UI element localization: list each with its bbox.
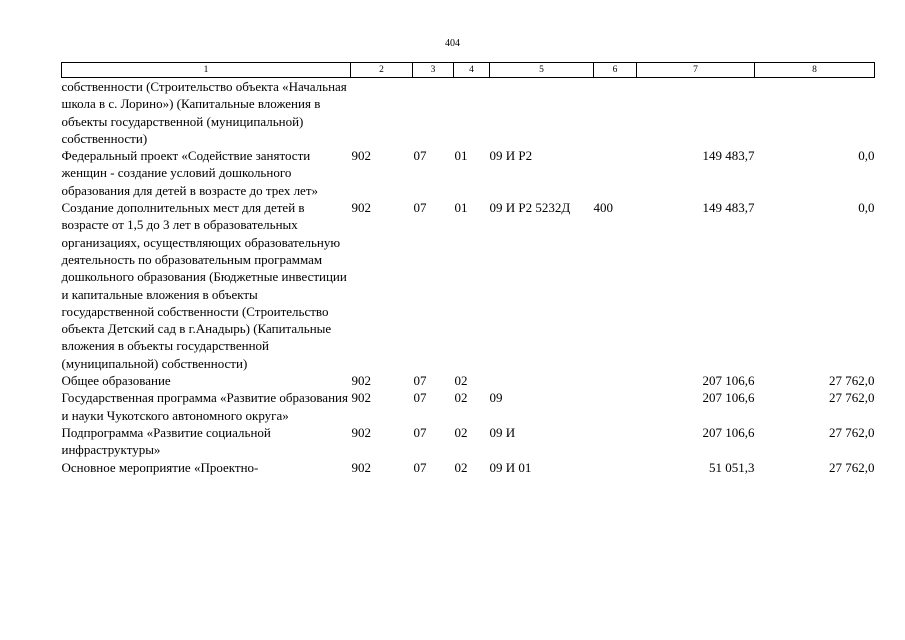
cell-amount-2: 27 762,0 bbox=[829, 424, 875, 440]
header-cell: 7 bbox=[637, 63, 755, 78]
cell-target-article: 09 И Р2 bbox=[489, 148, 533, 164]
cell-amount-1 bbox=[637, 78, 755, 148]
header-cell: 1 bbox=[62, 63, 351, 78]
table-row bbox=[62, 459, 875, 476]
cell-amount-1: 149 483,7 bbox=[702, 148, 755, 164]
table-row bbox=[62, 372, 875, 389]
cell-subsection: 02 bbox=[454, 459, 468, 475]
cell-expense-type bbox=[594, 147, 637, 199]
cell-expense-type bbox=[594, 389, 637, 424]
table-row bbox=[62, 147, 875, 199]
header-cell: 8 bbox=[755, 63, 875, 78]
cell-amount-1: 207 106,6 bbox=[702, 373, 755, 389]
cell-amount-2: 27 762,0 bbox=[829, 373, 875, 389]
row-name: Общее образование bbox=[61, 373, 171, 389]
cell-expense-type bbox=[594, 78, 637, 148]
header-cell: 2 bbox=[351, 63, 413, 78]
row-name: собственности (Строительство объекта «Начальная школа в с. Лорино») (Капитальные вложения в объекты государственной (муниципальной) собственности) bbox=[61, 79, 347, 146]
cell-target-article: 09 И 01 bbox=[489, 459, 532, 475]
cell-amount-2 bbox=[755, 78, 875, 148]
cell-section bbox=[413, 78, 454, 148]
table-row bbox=[62, 424, 875, 459]
cell-target-article bbox=[490, 372, 594, 389]
cell-section: 07 bbox=[413, 148, 427, 164]
cell-subsection: 02 bbox=[454, 373, 468, 389]
cell-ministry-code: 902 bbox=[351, 148, 371, 164]
cell-ministry-code: 902 bbox=[351, 390, 371, 406]
cell-target-article: 09 И Р2 5232Д bbox=[489, 200, 571, 216]
row-name: Федеральный проект «Содействие занятости женщин - создание условий дошкольного образования для детей в возрасте до трех лет» bbox=[61, 148, 319, 198]
cell-subsection: 02 bbox=[454, 390, 468, 406]
table-header bbox=[62, 63, 875, 78]
row-name: Государственная программа «Развитие образования и науки Чукотского автономного округа» bbox=[61, 390, 348, 423]
cell-section: 07 bbox=[413, 373, 427, 389]
cell-amount-1: 207 106,6 bbox=[702, 424, 755, 440]
row-name: Создание дополнительных мест для детей в возрасте от 1,5 до 3 лет в образовательных организациях, осуществляющих образовательную деятельность по образовательным программам дошкольного образования (Бюджетные инвестиции и капитальные вложения в объекты государственной собственности (Строительство объекта Детский сад в г.Анадырь) (Капитальные вложения в объекты государственной (муниципальной) собственности) bbox=[61, 200, 347, 371]
cell-amount-2: 27 762,0 bbox=[829, 390, 875, 406]
cell-subsection bbox=[454, 78, 490, 148]
cell-ministry-code: 902 bbox=[351, 373, 371, 389]
cell-ministry-code: 902 bbox=[351, 424, 371, 440]
table-body bbox=[62, 78, 875, 476]
table-row bbox=[62, 389, 875, 424]
cell-section: 07 bbox=[413, 200, 427, 216]
cell-section: 07 bbox=[413, 459, 427, 475]
header-cell: 3 bbox=[413, 63, 454, 78]
cell-expense-type: 400 bbox=[593, 200, 613, 216]
header-cell: 5 bbox=[490, 63, 594, 78]
cell-expense-type bbox=[594, 459, 637, 476]
cell-amount-2: 27 762,0 bbox=[829, 459, 875, 475]
page-number: 404 bbox=[445, 38, 460, 49]
cell-ministry-code: 902 bbox=[351, 200, 371, 216]
cell-target-article bbox=[490, 78, 594, 148]
cell-amount-1: 51 051,3 bbox=[709, 459, 755, 475]
cell-amount-1: 207 106,6 bbox=[702, 390, 755, 406]
row-name: Подпрограмма «Развитие социальной инфраструктуры» bbox=[61, 424, 271, 458]
cell-section: 07 bbox=[413, 390, 427, 406]
cell-amount-2: 0,0 bbox=[858, 148, 875, 164]
header-cell: 4 bbox=[454, 63, 490, 78]
cell-target-article: 09 И bbox=[489, 424, 516, 440]
cell-ministry-code: 902 bbox=[351, 459, 371, 475]
budget-table bbox=[61, 62, 875, 476]
cell-ministry-code bbox=[351, 78, 413, 148]
table-row bbox=[62, 199, 875, 372]
cell-expense-type bbox=[594, 424, 637, 459]
cell-subsection: 01 bbox=[454, 200, 468, 216]
cell-subsection: 02 bbox=[454, 424, 468, 440]
cell-amount-1: 149 483,7 bbox=[702, 200, 755, 216]
cell-amount-2: 0,0 bbox=[858, 200, 875, 216]
table-row bbox=[62, 78, 875, 148]
row-name: Основное мероприятие «Проектно- bbox=[61, 459, 259, 475]
cell-section: 07 bbox=[413, 424, 427, 440]
header-cell: 6 bbox=[594, 63, 637, 78]
cell-expense-type bbox=[594, 372, 637, 389]
cell-target-article: 09 bbox=[489, 390, 503, 406]
cell-subsection: 01 bbox=[454, 148, 468, 164]
